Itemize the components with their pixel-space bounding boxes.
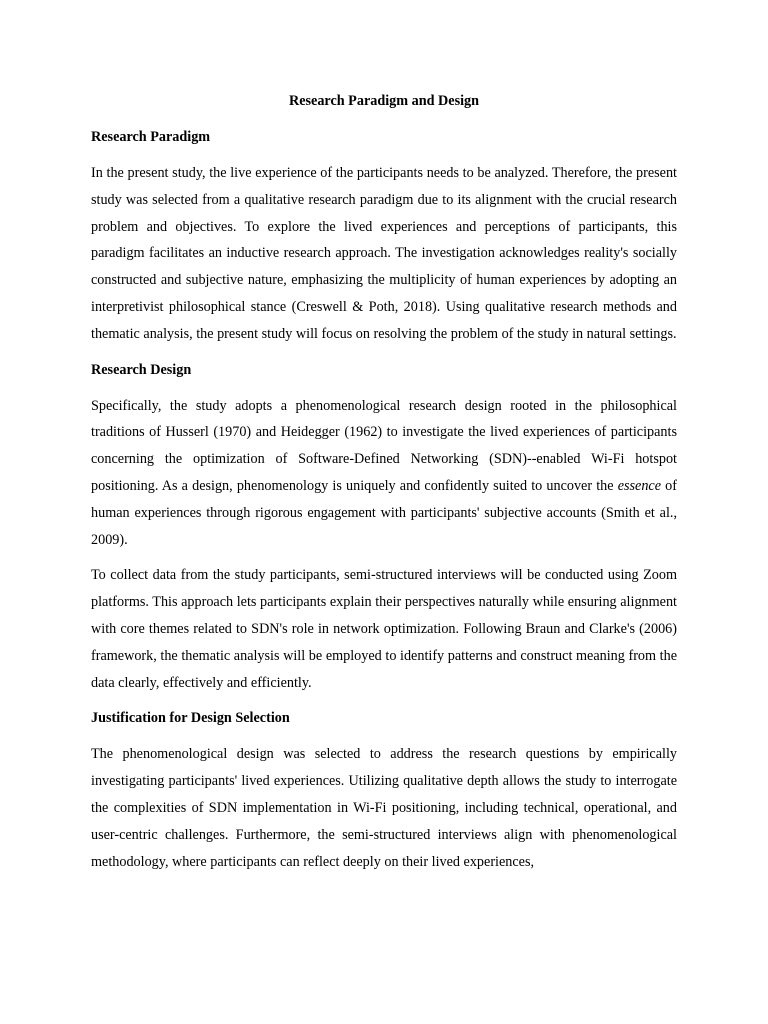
paragraph-justification: The phenomenological design was selected to address the research questions by empirically investigating participants' lived experiences. Utilizing qualitative depth allows the study to interrogate the complexities of SDN implementation in Wi-Fi positioning, including technical, operational, and user-centric challenges. Furthermore, the semi-structured interviews align with phenomenological methodology, where participants can reflect deeply on their lived experiences,	[91, 746, 677, 870]
paragraph-research-design-2: To collect data from the study participants, semi-structured interviews will be conducted using Zoom platforms. This approach lets participants explain their perspectives naturally while ensuring alignment with core themes related to SDN's role in network optimization. Following Braun and Clarke's (2006) framework, the thematic analysis will be employed to identify patterns and construct meaning from the data clearly, effectively and efficiently.	[91, 567, 677, 691]
document-title: Research Paradigm and Design	[288, 93, 480, 109]
section-heading-research-design: Research Design	[91, 361, 192, 378]
paragraph-text: of human experiences through rigorous engagement with participants' subjective accounts (Smith et al., 2009).	[91, 477, 677, 548]
section-heading-justification: Justification for Design Selection	[91, 710, 290, 727]
section-heading-research-paradigm: Research Paradigm	[91, 129, 211, 145]
paragraph-text: Specifically, the study adopts a phenomenological research design rooted in the philosophical traditions of Husserl (1970) and Heidegger (1962) to investigate the lived experiences of participants concerning the optimization of Software-Defined Networking (SDN)--enabled Wi-Fi hotspot positioning. As a design, phenomenology is uniquely and confidently suited to uncover the	[91, 397, 677, 494]
document-body	[91, 88, 677, 875]
paragraph-research-design-1	[91, 393, 677, 554]
paragraph-research-paradigm: In the present study, the live experience of the participants needs to be analyzed. Therefore, the present study was selected from a qualitative research paradigm due to its alignment with the crucial research problem and objectives. To explore the lived experiences and perceptions of participants, this paradigm facilitates an inductive research approach. The investigation acknowledges reality's socially constructed and subjective nature, emphasizing the multiplicity of human experiences by adopting an interpretivist philosophical stance (Creswell & Poth, 2018). Using qualitative research methods and thematic analysis, the present study will focus on resolving the problem of the study in natural settings.	[91, 165, 677, 342]
emphasized-term: essence	[617, 477, 662, 494]
